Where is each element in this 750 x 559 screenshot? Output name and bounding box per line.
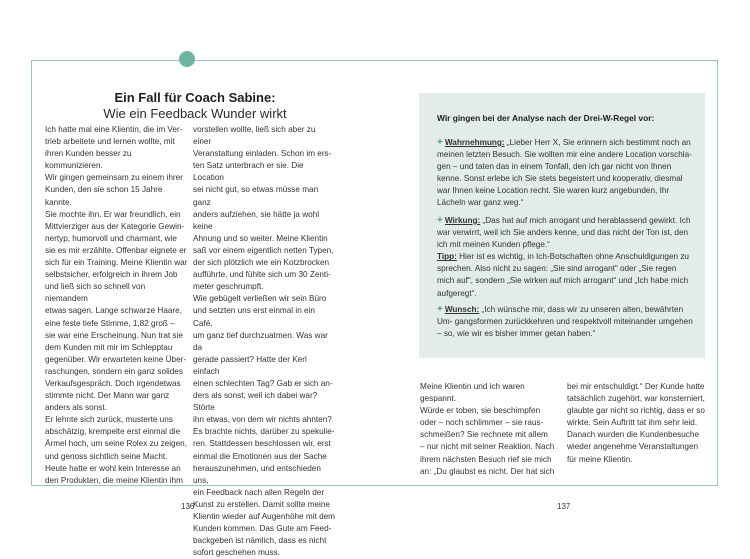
text-line: und genoss sichtlich seine Macht.: [45, 451, 168, 461]
keyword-wirkung: Wirkung:: [444, 216, 481, 225]
plus-icon: +: [437, 137, 443, 148]
text-line: oder – noch schlimmer – sie raus-: [420, 418, 544, 428]
entry-wunsch: [437, 304, 693, 340]
tip-text: Hier ist es wichtig, in Ich-Botschaften ohne Anschuldigungen zu sprechen. Also nicht zu sagen: „Sie sind arrogant“ oder „Sie regen mich auf“, sondern „Sie wirken auf mich arrogant“ und „Ich habe mich aufgeregt“.: [437, 252, 689, 298]
keyword-tipp: Tipp:: [437, 252, 457, 262]
text-line: ein Feedback nach allen Regeln der: [193, 487, 325, 497]
chapter-marker-dot: [179, 51, 195, 67]
text-line: Wir gingen gemeinsam zu einem ihrer: [45, 173, 183, 183]
section-title: [40, 90, 350, 122]
text-line: Mittvierziger aus der Kategorie Gewin-: [45, 221, 185, 231]
title-line-2: Wie ein Feedback Wunder wirkt: [103, 106, 287, 121]
text-line: sich für ein Training. Meine Klientin war: [45, 258, 188, 268]
text-line: gegenüber. Wir erwarteten keine Über-: [45, 354, 187, 364]
text-line: Meine Klientin und ich waren gespannt.: [420, 382, 525, 404]
text-line: aufführte, und fühlte sich um 30 Zenti-: [193, 270, 331, 280]
text-line: meter geschrumpft.: [193, 282, 264, 292]
text-line: einmal die Emotionen aus der Sache: [193, 451, 327, 461]
entry-wahrnehmung: [437, 137, 693, 210]
text-line: saß vor einem eigentlich netten Typen,: [193, 245, 334, 255]
text-line: Es brachte nichts, darüber zu spekulie-: [193, 427, 335, 437]
text-line: backgeben ist nämlich, dass es nicht: [193, 536, 327, 546]
text-line: Ahnung und so weiter. Meine Klientin: [193, 233, 328, 243]
text-line: abschätzig, krempelte erst einmal die: [45, 427, 181, 437]
keyword-wunsch: Wunsch:: [444, 305, 480, 314]
text-line: Kunden kommen. Das Gute am Feed-: [193, 524, 332, 534]
text-line: Heute hatte er wohl kein Interesse an: [45, 463, 181, 473]
plus-icon: +: [437, 304, 443, 315]
text-line: stimmte nicht. Der Mann war ganz: [45, 391, 170, 401]
text-line: dem Kunden mit mir im Schlepptau: [45, 342, 173, 352]
text-line: glaubte gar nicht so richtig, dass er so: [567, 406, 705, 416]
text-line: Kunden, den sie schon 15 Jahre kannte.: [45, 185, 163, 207]
text-line: Er lehnte sich zurück, musterte uns: [45, 415, 173, 425]
text-line: ren. Stattdessen beschlossen wir, erst: [193, 439, 331, 449]
entry-text: „Lieber Herr X, Sie erinnern sich bestimmt noch an meinen letzten Besuch. Sie wollten mir eine andere Location vorschla- gen – und taten das in einem Tonfall, den ich gar nicht von Ihnen kenne. Sonst erlebe ich Sie stets begeistert und kooperativ, diesmal war Ihnen keine Location recht. Sie waren kurz angebunden, Ihr Lächeln war ganz weg.“: [437, 138, 692, 208]
page-number-left: 136: [181, 502, 195, 511]
text-line: nertyp, humorvoll und charmant, wie: [45, 233, 177, 243]
text-line: wirkte. Sein Auftritt tat ihm sehr leid.: [567, 418, 698, 428]
text-line: Ärmel hoch, um seine Rolex zu zeigen,: [45, 439, 187, 449]
text-line: herauszunehmen, und entschieden uns,: [193, 463, 321, 485]
text-line: eine feste tiefe Stimme, 1,82 groß –: [45, 318, 175, 328]
text-line: Sie mochte ihn. Er war freundlich, ein: [45, 209, 181, 219]
text-line: sofort geschehen muss.: [193, 548, 280, 558]
text-line: trieb arbeitete und lernen wollte, mit: [45, 137, 175, 147]
text-line: sei nicht gut, so etwas müsse man ganz: [193, 185, 319, 207]
text-line: bei mir entschuldigt.“ Der Kunde hatte: [567, 382, 705, 391]
three-w-rule-box: [419, 93, 705, 358]
box-heading: Wir gingen bei der Analyse nach der Drei-W-Regel vor:: [437, 113, 655, 123]
entry-text: „Ich wünsche mir, dass wir zu unseren alten, bewährten Um- gangsformen zurückkehren und respektvoll miteinander umgehen – so, wie wir es bisher immer getan haben.“: [437, 305, 693, 339]
text-line: und ließ sich so schnell von niemandem: [45, 282, 146, 304]
title-line-1: Ein Fall für Coach Sabine:: [114, 90, 276, 105]
text-line: Verkaufsgespräch. Doch irgendetwas: [45, 378, 181, 388]
text-line: anders aufziehen, sie hätte ja wohl keine: [193, 209, 320, 231]
text-line: Klientin wieder auf Augenhöhe mit dem: [193, 512, 336, 521]
text-line: ihrem nächsten Besuch rief sie mich: [420, 454, 552, 464]
text-line: ten Satz unterbrach er sie. Die Location: [193, 161, 304, 183]
text-line: und setzten uns erst einmal in ein Café,: [193, 306, 315, 328]
text-line: sie war eine Erscheinung. Nun trat sie: [45, 330, 183, 340]
text-line: den Produkten, die meine Klientin ihm: [45, 475, 183, 485]
text-line: selbstsicher, erfolgreich in ihrem Job: [45, 270, 178, 280]
text-line: sie es mir erzählte. Offenbar eignete er: [45, 245, 187, 255]
text-column-3: [420, 381, 562, 478]
text-line: Kunst zu erstellen. Damit sollte meine: [193, 499, 330, 509]
page-number-right: 137: [557, 502, 571, 511]
text-line: vorstellen wollte, ließ sich aber zu einer: [193, 125, 316, 147]
text-line: etwas sagen. Lange schwarze Haare,: [45, 306, 182, 316]
text-line: für meine Klientin.: [567, 454, 633, 464]
text-line: Danach wurden die Kundenbesuche: [567, 430, 700, 440]
text-line: an: „Du glaubst es nicht. Der hat sich: [420, 466, 555, 476]
text-line: um ganz tief durchzuatmen. Was war da: [193, 330, 328, 352]
text-column-4: [567, 381, 707, 466]
text-line: tatsächlich zugehört, war konsterniert,: [567, 394, 705, 404]
text-column-1: [45, 124, 189, 487]
text-line: ders als sonst, weil ich dabei war? Störte: [193, 391, 318, 413]
text-line: Veranstaltung einladen. Schon im ers-: [193, 149, 332, 159]
text-line: Würde er toben, sie beschimpfen: [420, 406, 541, 416]
entry-wirkung: [437, 215, 693, 300]
entry-text: „Das hat auf mich arrogant und herablassend gewirkt. Ich war verwirrt, weil ich Sie anders kenne, und das nicht der Ton ist, den ich mit meinen Kunden pflege.“: [437, 216, 691, 250]
keyword-wahrnehmung: Wahrnehmung:: [444, 138, 505, 147]
text-line: anders als sonst.: [45, 403, 107, 413]
text-line: ihn etwas, von dem wir nichts ahnten?: [193, 415, 332, 425]
text-line: wieder angenehme Veranstaltungen: [567, 442, 699, 452]
text-line: ihren Kunden besser zu kommunizieren.: [45, 149, 132, 171]
text-line: gerade passiert? Hatte der Kerl einfach: [193, 354, 307, 376]
text-line: raschungen, sondern ein ganz solides: [45, 366, 183, 376]
text-line: – nur nicht mit seiner Reaktion. Nach: [420, 442, 555, 452]
plus-icon: +: [437, 215, 443, 226]
text-column-2: [193, 124, 335, 559]
text-line: einen schlechten Tag? Gab er sich an-: [193, 378, 333, 388]
text-line: schmeißen? Sie rechnete mit allem: [420, 430, 548, 440]
text-line: der sich plötzlich wie ein Kotzbrocken: [193, 258, 330, 268]
text-line: Wie gebügelt verließen wir sein Büro: [193, 294, 327, 304]
text-line: Ich hatte mal eine Klientin, die im Ver-: [45, 125, 183, 134]
